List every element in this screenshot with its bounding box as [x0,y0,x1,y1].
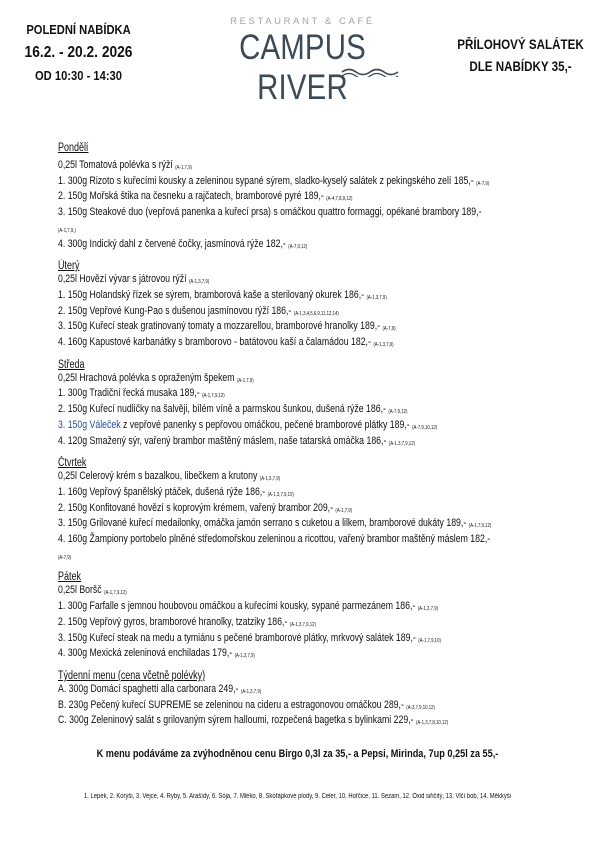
menu-item [58,486,588,502]
allergen-codes: (A-1,3,7,9,12) [388,440,416,447]
menu-item [58,336,588,352]
item-text: 4. 160g Žampiony portobelo plněné středomořskou zeleninou a ricottou, vařený brambor maštěný máslem 182,- [58,533,491,546]
menu-item [58,305,588,321]
offer-title: POLEDNÍ NABÍDKA [26,22,131,37]
restaurant-logo [190,14,415,107]
allergen-codes: (A-1,7,9,10) [418,637,441,644]
allergen-codes: (A-1,7,9,12) [202,393,225,400]
menu-item [58,190,588,206]
item-text: 0,25l Celerový krém s bazalkou, libečkem a krutony [58,470,258,483]
item-text: 2. 150g Kuřecí nudličky na šalvěji, bílém víně a parmskou šunkou, dušená rýže 186,- [58,403,386,416]
allergen-codes: (A-7,9,10,12) [412,424,438,431]
item-text: 1. 160g Vepřový španělský ptáček, dušená rýže 186,- [58,485,266,498]
allergen-codes: (A-1,3,4,5,6,9,11,12,14) [293,310,339,317]
allergen-codes: (A-1,7,9) [236,377,254,384]
allergen-codes: (A-1,7,9,12) [468,523,492,530]
soup-item [58,159,588,175]
menu-item [58,206,588,222]
allergen-codes: (A-1,3,7,9,10) [267,491,294,498]
item-text: A. 300g Domácí spaghetti alla carbonara 249,- [58,682,239,695]
allergen-codes: (A-1,3,7,9) [259,476,281,483]
header-left [14,18,143,87]
menu-item [58,517,588,533]
allergen-codes: (A-1,3,7,9) [234,653,255,660]
menu-item [58,502,588,518]
menu-item [58,320,588,336]
menu-list [58,141,578,730]
menu-item [58,632,588,648]
menu-item [58,683,588,699]
logo-tagline: RESTAURANT & CAFÉ [230,16,375,27]
item-text: 0,25l Hovězí vývar s játrovou rýží [58,273,187,286]
item-text: 4. 300g Indický dahl z červené čočky, jasmínová rýže 182,- [58,237,286,250]
logo-name: CAMPUS RIVER [239,28,366,107]
allergen-codes: (A-1,3,7,9) [366,294,387,301]
day-heading: Středa [58,358,85,371]
allergen-codes: (A-1,3,7,9) [373,342,394,349]
menu-item [58,289,588,305]
menu-item [58,419,588,435]
side-salad-price: DLE NABÍDKY 35,- [469,59,572,74]
item-text: 2. 150g Mořská štika na česneku a rajčatech, bramborové pyré 189,- [58,190,324,203]
item-text: 1. 150g Holandský řízek se sýrem, bramborová kaše a sterilovaný okurek 186,- [58,288,365,301]
menu-item [58,714,588,730]
item-text: 3. 150g Váleček z vepřové panenky s pepřovou omáčkou, pečené bramborové plátky 189,- [58,418,410,431]
offer-dates: 16.2. - 20.2. 2026 [24,44,133,61]
allergen-legend: 1. Lepek, 2. Korýši, 3. Vejce, 4. Ryby, 5. Arašídy, 6. Sója, 7. Mléko, 8. Skořápkové plody, 9. Celer, 10. Hořčice, 11. Sezam, 12. Oxid siřičitý, 13. Vlčí bob, 14. Měkkýši [83,793,512,800]
offer-hours: OD 10:30 - 14:30 [34,68,122,83]
item-text: 0,25l Boršč [58,584,102,597]
menu-item [58,403,588,419]
soup-item [58,584,588,600]
allergen-codes: (A-1,7,9,12) [104,590,127,597]
item-text: B. 230g Pečený kuřecí SUPREME se zeleninou na cideru a estragonovou omáčkou 289,- [58,698,404,711]
allergen-codes: (A-4,7,8,9,12) [326,196,353,203]
allergen-codes: (A-1,3,7,9) [417,606,439,613]
header-right [456,34,585,78]
wave-icon [340,67,400,77]
item-text: 0,25l Tomatová polévka s rýží [58,159,173,171]
menu-item [58,435,588,451]
allergen-codes: (A-7,9,12) [288,243,308,250]
allergen-codes: (A-1,3,7,9) [240,688,262,695]
item-text: 1. 300g Farfalle s jemnou houbovou omáčkou a kuřecími kousky, sypané parmezánem 186,- [58,600,416,613]
day-heading: Pátek [58,571,81,584]
item-text: 4. 300g Mexická zeleninová enchiladas 179,- [58,647,233,660]
day-heading: Úterý [58,260,80,273]
item-text: 2. 150g Vepřový gyros, bramborové hranolky, tzatziky 186,- [58,615,288,628]
menu-item [58,533,588,549]
allergen-codes: (A-1,3,7,8,10,12) [415,720,449,727]
day-heading: Týdenní menu (cena včetně polévky) [58,669,206,682]
allergen-codes: (A-1,7,9) [335,507,353,514]
allergen-codes: (A-3,7,9,10,12) [406,704,435,711]
allergen-codes: (A-7,9,12) [388,409,408,416]
item-text: 1. 300g Tradiční řecká musaka 189,- [58,387,200,400]
day-heading: Čtvrtek [58,457,87,470]
allergen-codes: (A-7,9) [476,180,490,187]
menu-item [58,238,588,254]
item-text: 0,25l Hrachová polévka s opraženým špekem [58,371,235,384]
side-salad-title: PŘÍLOHOVÝ SALÁTEK [457,37,584,52]
item-text: C. 300g Zeleninový salát s grilovaným sýrem halloumi, rozpečená bagetka s bylinkami 229,- [58,714,414,727]
menu-item [58,600,588,616]
allergen-codes: (A-7,9) [58,554,72,561]
item-text: 4. 120g Smažený sýr, vařený brambor maštěný máslem, naše tatarská omáčka 186,- [58,434,387,447]
allergen-codes: (A-7,9) [382,326,396,333]
drinks-note: K menu podáváme za zvýhodněnou cenu Birgo 0,3l za 35,- a Pepsi, Mirinda, 7up 0,25l za 55,- [96,748,499,760]
allergen-codes: (A-1,7,9,) [58,227,76,234]
soup-item [58,273,588,289]
soup-item [58,372,588,388]
item-text: 3. 150g Kuřecí steak gratinovaný tomaty a mozzarellou, bramborové hranolky 189,- [58,320,381,333]
item-text: 1. 300g Rizoto s kuřecími kousky a zeleninou sypané sýrem, sladko-kyselý salátek z pekingského zelí 185,- [58,174,474,187]
menu-item [58,222,588,238]
menu-item [58,549,588,565]
allergen-codes: (A-1,3,7,9,12) [289,621,316,628]
item-text: 2. 150g Vepřové Kung-Pao s dušenou jasmínovou rýží 186,- [58,304,292,317]
item-text: 2. 150g Konfitované hovězí s koprovým krémem, vařený brambor 209,- [58,501,334,514]
soup-item [58,470,588,486]
menu-item [58,387,588,403]
menu-item [58,647,588,663]
allergen-codes: (A-1,7,9) [175,165,192,171]
item-text: 3. 150g Steakové duo (vepřová panenka a kuřecí prsa) s omáčkou quattro formaggi, opékané brambory 189,- [58,206,482,219]
menu-item [58,175,588,191]
day-heading: Pondělí [58,142,89,154]
item-text: 3. 150g Grilované kuřecí medailonky, omáčka jamón serrano s cuketou a lilkem, bramborové dukáty 189,- [58,517,467,530]
item-text: 4. 160g Kapustové karbanátky s bramborovo - batátovou kaší a čalamádou 182,- [58,336,371,349]
menu-item [58,699,588,715]
allergen-codes: (A-1,3,7,9) [188,279,210,286]
menu-item [58,616,588,632]
item-text: 3. 150g Kuřecí steak na medu a tymiánu s pečené bramborové plátky, mrkvový salátek 189,- [58,631,416,644]
